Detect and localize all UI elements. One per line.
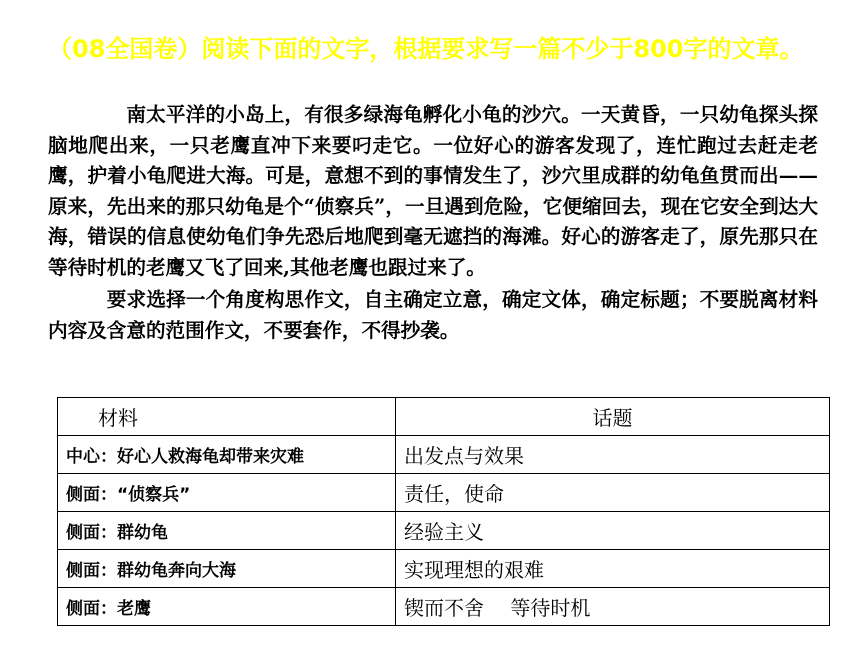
requirements-paragraph: 要求选择一个角度构思作文，自主确定立意，确定文体，确定标题；不要脱离材料内容及含意的范围作文，不要套作，不得抄袭。 xyxy=(48,288,818,342)
topic-cell: 实现理想的艰难 xyxy=(396,550,830,588)
topic-cell: 锲而不舍 等待时机 xyxy=(396,588,830,626)
material-cell: 侧面：群幼龟 xyxy=(58,512,396,550)
table-row xyxy=(58,588,830,626)
material-cell: 侧面：群幼龟奔向大海 xyxy=(58,550,396,588)
table-row xyxy=(58,550,830,588)
prompt-title: （08全国卷）阅读下面的文字，根据要求写一篇不少于800字的文章。 xyxy=(48,35,804,63)
table-header-row xyxy=(58,398,830,436)
material-cell: 中心：好心人救海龟却带来灾难 xyxy=(58,436,396,474)
header-topic: 话题 xyxy=(396,398,830,436)
topic-cell: 出发点与效果 xyxy=(396,436,830,474)
material-passage xyxy=(48,100,818,346)
topic-cell: 经验主义 xyxy=(396,512,830,550)
material-cell: 侧面：老鹰 xyxy=(58,588,396,626)
story-paragraph: 南太平洋的小岛上，有很多绿海龟孵化小龟的沙穴。一天黄昏，一只幼龟探头探脑地爬出来，一只老鹰直冲下来要叼走它。一位好心的游客发现了，连忙跑过去赶走老鹰，护着小龟爬进大海。可是，意想不到的事情发生了，沙穴里成群的幼龟鱼贯而出——原来，先出来的那只幼龟是个“侦察兵”，一旦遇到危险，它便缩回去，现在它安全到达大海，错误的信息使幼龟们争先恐后地爬到毫无遮挡的海滩。好心的游客走了，原先那只在等待时机的老鹰又飞了回来,其他老鹰也跟过来了。 xyxy=(48,103,818,279)
header-material: 材料 xyxy=(58,398,396,436)
topic-table xyxy=(57,397,830,626)
topic-cell: 责任，使命 xyxy=(396,474,830,512)
table-row xyxy=(58,436,830,474)
table-row xyxy=(58,474,830,512)
material-cell: 侧面：“侦察兵” xyxy=(58,474,396,512)
table-row xyxy=(58,512,830,550)
